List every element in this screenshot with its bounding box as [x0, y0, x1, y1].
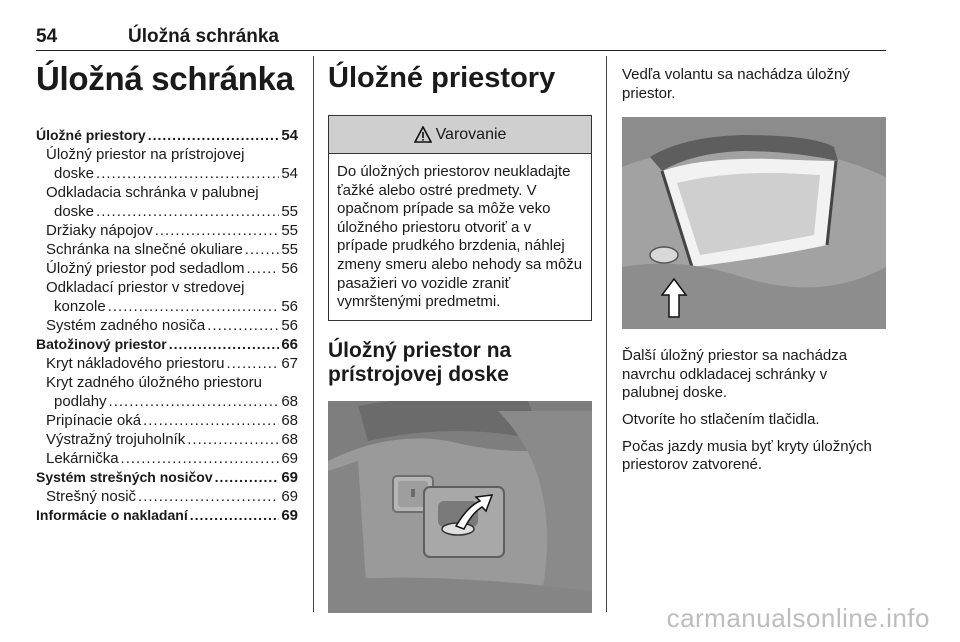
toc-entry-text: Úložné priestory — [36, 127, 146, 143]
toc-entry-text: Lekárnička — [46, 450, 119, 467]
toc-column — [36, 56, 298, 525]
body-paragraph: Počas jazdy musia byť kryty úložných priestorov zatvorené. — [622, 437, 872, 474]
toc-entry-text: Odkladacia schránka v palubnej — [46, 184, 259, 201]
toc-leader-dots — [109, 392, 280, 411]
header-rule — [36, 50, 886, 51]
content-column-middle — [328, 56, 592, 613]
toc-leader-dots — [148, 126, 280, 145]
toc-entry[interactable] — [36, 354, 298, 373]
toc-entry-text: Kryt nákladového priestoru — [46, 355, 225, 372]
toc-entry-text: Batožinový priestor — [36, 336, 167, 352]
toc-entry[interactable] — [36, 449, 298, 468]
page-number: 54 — [36, 26, 58, 47]
toc-leader-dots — [169, 335, 280, 354]
subsection-title: Úložný priestor na prístrojovej doske — [328, 338, 512, 386]
body-paragraph: Otvoríte ho stlačením tlačidla. — [622, 410, 820, 428]
right-column-paragraphs — [622, 347, 886, 475]
toc-entry[interactable] — [36, 183, 298, 202]
toc-page-number: 55 — [281, 241, 298, 258]
toc-entry-text: Úložný priestor pod sedadlom — [46, 260, 245, 277]
column-divider-left — [313, 56, 314, 612]
toc-chapter-entry[interactable] — [36, 468, 298, 487]
watermark: carmanualsonline.info — [666, 603, 930, 633]
toc-entry[interactable] — [36, 316, 298, 335]
warning-header — [329, 116, 591, 154]
toc-entry[interactable] — [36, 259, 298, 278]
instrument-panel-storage-photo — [328, 401, 592, 613]
toc-leader-dots — [187, 430, 279, 449]
toc-entry[interactable] — [36, 278, 298, 297]
warning-box — [328, 115, 592, 321]
content-column-right — [622, 56, 886, 483]
toc-entry[interactable] — [36, 411, 298, 430]
toc-entry-text: doske — [54, 165, 95, 182]
toc-chapter-entry[interactable] — [36, 126, 298, 145]
toc-entry-text: Úložný priestor na prístrojovej — [46, 146, 245, 163]
toc-leader-dots — [138, 487, 279, 506]
toc-entry-text: Strešný nosič — [46, 488, 137, 505]
toc-entry[interactable] — [36, 297, 298, 316]
toc-entry-text: Systém strešných nosičov — [36, 469, 213, 485]
column-divider-right — [606, 56, 607, 612]
toc-page-number: 55 — [281, 222, 298, 239]
toc-entry-text: Kryt zadného úložného priestoru — [46, 374, 262, 391]
toc-leader-dots — [207, 316, 279, 335]
toc-page-number: 55 — [281, 203, 298, 220]
toc-leader-dots — [143, 411, 279, 430]
toc-entry[interactable] — [36, 145, 298, 164]
section-title: Úložné priestory — [328, 62, 556, 94]
toc-entry-text: Držiaky nápojov — [46, 222, 153, 239]
toc-entry-text: podlahy — [54, 393, 107, 410]
toc-page-number: 68 — [281, 393, 298, 410]
toc-leader-dots — [215, 468, 280, 487]
toc-leader-dots — [155, 221, 280, 240]
table-of-contents — [36, 126, 298, 525]
toc-chapter-entry[interactable] — [36, 506, 298, 525]
toc-entry-text: konzole — [54, 298, 106, 315]
toc-entry[interactable] — [36, 373, 298, 392]
toc-page-number: 68 — [281, 431, 298, 448]
page-header — [36, 26, 886, 50]
toc-entry-text: Systém zadného nosiča — [46, 317, 206, 334]
warning-triangle-icon — [414, 126, 432, 143]
running-title: Úložná schránka — [128, 26, 279, 47]
toc-leader-dots — [108, 297, 280, 316]
toc-page-number: 67 — [281, 355, 298, 372]
warning-text: Do úložných priestorov neukladajte ťažké alebo ostré predmety. V opačnom prípade sa môže veko úložného priestoru otvoriť a v prípade prudkého brzdenia, náhlej zmeny smeru alebo nehody sa môžu pasažieri vo vozidle zraniť vymrštenými predmetmi. — [337, 163, 583, 311]
toc-page-number: 69 — [281, 450, 298, 467]
toc-page-number: 69 — [281, 507, 298, 524]
toc-entry-text: Výstražný trojuholník — [46, 431, 186, 448]
toc-entry[interactable] — [36, 221, 298, 240]
toc-leader-dots — [246, 259, 279, 278]
toc-entry[interactable] — [36, 164, 298, 183]
toc-page-number: 54 — [281, 127, 298, 144]
toc-page-number: 69 — [281, 488, 298, 505]
toc-entry[interactable] — [36, 392, 298, 411]
toc-entry-text: Informácie o nakladaní — [36, 507, 188, 523]
toc-leader-dots — [226, 354, 279, 373]
toc-page-number: 54 — [281, 165, 298, 182]
toc-entry-text: Pripínacie oká — [46, 412, 142, 429]
warning-label: Varovanie — [435, 125, 507, 143]
toc-entry[interactable] — [36, 240, 298, 259]
toc-entry[interactable] — [36, 430, 298, 449]
intro-paragraph: Vedľa volantu sa nachádza úložný priestor. — [622, 66, 850, 102]
toc-page-number: 66 — [281, 336, 298, 353]
toc-leader-dots — [190, 506, 280, 525]
toc-entry-text: doske — [54, 203, 95, 220]
toc-entry[interactable] — [36, 202, 298, 221]
toc-page-number: 56 — [281, 317, 298, 334]
toc-page-number: 56 — [281, 260, 298, 277]
toc-entry-text: Odkladací priestor v stredovej — [46, 279, 245, 296]
toc-page-number: 56 — [281, 298, 298, 315]
chapter-title: Úložná schránka — [36, 60, 294, 97]
toc-entry[interactable] — [36, 487, 298, 506]
toc-leader-dots — [96, 202, 279, 221]
toc-page-number: 68 — [281, 412, 298, 429]
toc-entry-text: Schránka na slnečné okuliare — [46, 241, 243, 258]
upper-storage-photo — [622, 117, 886, 329]
toc-leader-dots — [245, 240, 280, 259]
toc-chapter-entry[interactable] — [36, 335, 298, 354]
body-paragraph: Ďalší úložný priestor sa nachádza navrchu odkladacej schránky v palubnej doske. — [622, 347, 848, 402]
toc-leader-dots — [121, 449, 280, 468]
toc-leader-dots — [96, 164, 279, 183]
toc-page-number: 69 — [281, 469, 298, 486]
